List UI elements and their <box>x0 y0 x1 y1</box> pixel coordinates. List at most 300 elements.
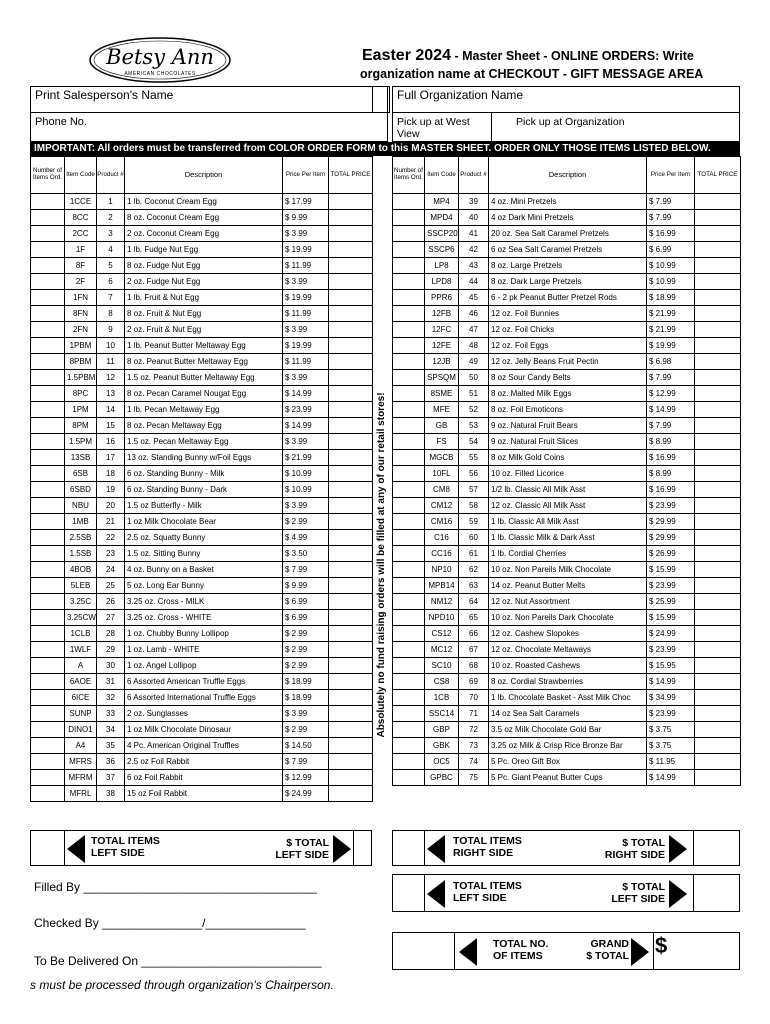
product-number: 5 <box>97 258 125 274</box>
total-price-input[interactable] <box>329 706 373 722</box>
qty-input[interactable] <box>393 194 425 210</box>
qty-input[interactable] <box>393 274 425 290</box>
table-row <box>31 274 373 290</box>
pickup-org-field[interactable] <box>491 112 740 142</box>
qty-input[interactable] <box>393 386 425 402</box>
total-price-input[interactable] <box>329 690 373 706</box>
product-number: 31 <box>97 674 125 690</box>
qty-input[interactable] <box>31 386 65 402</box>
total-price-input[interactable] <box>695 754 741 770</box>
item-description: 12 oz. Nut Assortment <box>489 594 647 610</box>
item-description: 3.25 oz Milk & Crisp Rice Bronze Bar <box>489 738 647 754</box>
qty-input[interactable] <box>31 786 65 802</box>
qty-input[interactable] <box>393 722 425 738</box>
arrow-left-icon <box>427 835 445 863</box>
product-number: 50 <box>459 370 489 386</box>
qty-input[interactable] <box>393 658 425 674</box>
checked-by-line[interactable]: Checked By _______________/_______________ <box>34 916 306 930</box>
left-repeat-dollar-input[interactable] <box>693 875 739 911</box>
qty-input[interactable] <box>31 546 65 562</box>
table-row <box>393 706 741 722</box>
qty-input[interactable] <box>393 546 425 562</box>
table-row <box>393 690 741 706</box>
total-price-input[interactable] <box>329 610 373 626</box>
qty-input[interactable] <box>31 578 65 594</box>
qty-input[interactable] <box>31 434 65 450</box>
qty-input[interactable] <box>31 418 65 434</box>
total-price-input[interactable] <box>329 226 373 242</box>
qty-input[interactable] <box>393 370 425 386</box>
footer-note: s must be processed through organization's Chairperson. <box>30 978 334 992</box>
total-price-input[interactable] <box>695 290 741 306</box>
total-price-input[interactable] <box>329 210 373 226</box>
total-price-input[interactable] <box>329 306 373 322</box>
total-price-input[interactable] <box>329 546 373 562</box>
qty-input[interactable] <box>31 690 65 706</box>
total-price-input[interactable] <box>329 754 373 770</box>
total-price-input[interactable] <box>695 706 741 722</box>
total-price-input[interactable] <box>329 258 373 274</box>
product-number: 48 <box>459 338 489 354</box>
item-code: SPSQM <box>425 370 459 386</box>
vertical-note: Absolutely no fund raising orders will be filled at any of our retail stores! <box>376 392 387 738</box>
total-price-input[interactable] <box>329 450 373 466</box>
page-subtitle: organization name at CHECKOUT - GIFT MESSAGE AREA <box>360 67 704 81</box>
qty-input[interactable] <box>393 626 425 642</box>
total-price-input[interactable] <box>329 674 373 690</box>
qty-input[interactable] <box>31 290 65 306</box>
qty-input[interactable] <box>31 498 65 514</box>
left-repeat-items-input[interactable] <box>393 875 425 911</box>
total-price-input[interactable] <box>329 194 373 210</box>
table-row <box>393 450 741 466</box>
qty-input[interactable] <box>393 210 425 226</box>
item-price: $ 19.99 <box>283 242 329 258</box>
total-price-input[interactable] <box>329 274 373 290</box>
qty-input[interactable] <box>393 770 425 786</box>
total-price-input[interactable] <box>329 530 373 546</box>
total-price-input[interactable] <box>695 370 741 386</box>
total-price-input[interactable] <box>695 258 741 274</box>
table-row <box>393 354 741 370</box>
item-price: $ 16.99 <box>647 450 695 466</box>
qty-input[interactable] <box>31 642 65 658</box>
delivered-on-line[interactable]: To Be Delivered On ___________________________ <box>34 954 322 968</box>
total-no-items-label: TOTAL NO. OF ITEMS <box>493 938 549 963</box>
item-price: $ 2.99 <box>283 642 329 658</box>
total-price-input[interactable] <box>329 242 373 258</box>
qty-input[interactable] <box>393 418 425 434</box>
pickup-west-field[interactable] <box>392 112 492 142</box>
product-number: 6 <box>97 274 125 290</box>
product-number: 25 <box>97 578 125 594</box>
product-number: 18 <box>97 466 125 482</box>
item-description: 1 lb. Fruit & Nut Egg <box>125 290 283 306</box>
item-price: $ 29.99 <box>647 514 695 530</box>
qty-input[interactable] <box>31 738 65 754</box>
item-price: $ 9.99 <box>283 578 329 594</box>
left-dollar-total-input[interactable] <box>353 831 371 865</box>
total-price-input[interactable] <box>329 434 373 450</box>
total-price-input[interactable] <box>329 594 373 610</box>
qty-input[interactable] <box>31 594 65 610</box>
item-code: CM8 <box>425 482 459 498</box>
item-description: 12 oz. Foil Chicks <box>489 322 647 338</box>
product-number: 58 <box>459 498 489 514</box>
qty-input[interactable] <box>31 466 65 482</box>
item-description: 4 oz. Bunny on a Basket <box>125 562 283 578</box>
table-row <box>31 258 373 274</box>
qty-input[interactable] <box>393 434 425 450</box>
item-description: 8 oz. Coconut Cream Egg <box>125 210 283 226</box>
qty-input[interactable] <box>393 338 425 354</box>
qty-input[interactable] <box>31 242 65 258</box>
betsy-ann-logo <box>88 36 232 84</box>
qty-input[interactable] <box>31 770 65 786</box>
total-price-input[interactable] <box>695 530 741 546</box>
product-number: 30 <box>97 658 125 674</box>
qty-input[interactable] <box>31 274 65 290</box>
right-totals-box <box>392 830 740 866</box>
total-price-input[interactable] <box>329 514 373 530</box>
total-price-input[interactable] <box>329 642 373 658</box>
qty-input[interactable] <box>393 290 425 306</box>
product-number: 47 <box>459 322 489 338</box>
total-price-input[interactable] <box>329 290 373 306</box>
total-price-input[interactable] <box>695 306 741 322</box>
qty-input[interactable] <box>31 322 65 338</box>
product-number: 60 <box>459 530 489 546</box>
total-price-input[interactable] <box>695 226 741 242</box>
total-price-input[interactable] <box>329 386 373 402</box>
qty-input[interactable] <box>393 306 425 322</box>
total-price-input[interactable] <box>329 786 373 802</box>
col-item-code: Item Code <box>425 157 459 194</box>
item-description: 12 oz. Foil Eggs <box>489 338 647 354</box>
product-number: 44 <box>459 274 489 290</box>
table-row <box>31 546 373 562</box>
total-price-input[interactable] <box>329 354 373 370</box>
qty-input[interactable] <box>31 754 65 770</box>
total-price-input[interactable] <box>329 626 373 642</box>
item-description: 8 oz Milk Gold Coins <box>489 450 647 466</box>
item-description: 20 oz. Sea Salt Caramel Pretzels <box>489 226 647 242</box>
total-price-input[interactable] <box>329 402 373 418</box>
qty-input[interactable] <box>31 610 65 626</box>
item-code: 2F <box>65 274 97 290</box>
qty-input[interactable] <box>31 450 65 466</box>
table-row <box>393 402 741 418</box>
total-price-input[interactable] <box>695 546 741 562</box>
total-price-input[interactable] <box>695 578 741 594</box>
total-price-input[interactable] <box>329 338 373 354</box>
table-row <box>31 562 373 578</box>
item-code: 13SB <box>65 450 97 466</box>
item-description: 8 oz. Malted Milk Eggs <box>489 386 647 402</box>
qty-input[interactable] <box>393 610 425 626</box>
qty-input[interactable] <box>31 402 65 418</box>
product-number: 49 <box>459 354 489 370</box>
qty-input[interactable] <box>393 258 425 274</box>
qty-input[interactable] <box>393 530 425 546</box>
total-price-input[interactable] <box>329 562 373 578</box>
item-description: 2.5 oz Foil Rabbit <box>125 754 283 770</box>
qty-input[interactable] <box>393 498 425 514</box>
qty-input[interactable] <box>393 354 425 370</box>
arrow-left-icon <box>459 938 477 966</box>
table-row <box>31 242 373 258</box>
left-totals-box <box>30 830 372 866</box>
table-row <box>393 434 741 450</box>
qty-input[interactable] <box>31 306 65 322</box>
item-price: $ 14.99 <box>647 674 695 690</box>
item-description: 1.5 oz. Sitting Bunny <box>125 546 283 562</box>
product-number: 11 <box>97 354 125 370</box>
qty-input[interactable] <box>31 482 65 498</box>
item-description: 1 lb. Coconut Cream Egg <box>125 194 283 210</box>
total-price-input[interactable] <box>695 386 741 402</box>
product-number: 33 <box>97 706 125 722</box>
grand-total-input[interactable] <box>653 933 739 969</box>
total-price-input[interactable] <box>695 738 741 754</box>
table-row <box>393 242 741 258</box>
product-number: 61 <box>459 546 489 562</box>
table-row <box>393 738 741 754</box>
total-price-input[interactable] <box>329 578 373 594</box>
total-price-input[interactable] <box>329 466 373 482</box>
product-number: 71 <box>459 706 489 722</box>
table-row <box>31 626 373 642</box>
total-price-input[interactable] <box>695 674 741 690</box>
table-row <box>31 722 373 738</box>
table-row <box>31 658 373 674</box>
qty-input[interactable] <box>31 210 65 226</box>
total-price-input[interactable] <box>695 210 741 226</box>
total-price-input[interactable] <box>695 466 741 482</box>
divider-box <box>372 86 390 113</box>
product-number: 56 <box>459 466 489 482</box>
item-price: $ 18.99 <box>647 290 695 306</box>
item-price: $ 21.99 <box>283 450 329 466</box>
qty-input[interactable] <box>393 578 425 594</box>
total-price-input[interactable] <box>695 274 741 290</box>
table-row <box>31 402 373 418</box>
qty-input[interactable] <box>393 242 425 258</box>
item-description: 8 oz. Cordial Strawberries <box>489 674 647 690</box>
right-dollar-total-label: $ TOTAL RIGHT SIDE <box>604 837 665 862</box>
item-code: 6SB <box>65 466 97 482</box>
total-price-input[interactable] <box>695 722 741 738</box>
total-price-input[interactable] <box>695 610 741 626</box>
qty-input[interactable] <box>393 754 425 770</box>
item-code: 6AOE <box>65 674 97 690</box>
product-number: 12 <box>97 370 125 386</box>
total-price-input[interactable] <box>695 626 741 642</box>
total-price-input[interactable] <box>695 242 741 258</box>
total-price-input[interactable] <box>329 770 373 786</box>
total-price-input[interactable] <box>695 642 741 658</box>
qty-input[interactable] <box>31 338 65 354</box>
item-price: $ 3.99 <box>283 498 329 514</box>
table-row <box>393 418 741 434</box>
qty-input[interactable] <box>393 562 425 578</box>
item-description: 8 oz. Peanut Butter Meltaway Egg <box>125 354 283 370</box>
item-description: 5 Pc. Giant Peanut Butter Cups <box>489 770 647 786</box>
total-price-input[interactable] <box>695 594 741 610</box>
item-price: $ 12.99 <box>647 386 695 402</box>
product-number: 27 <box>97 610 125 626</box>
table-row <box>31 338 373 354</box>
table-row <box>31 498 373 514</box>
item-code: MFRS <box>65 754 97 770</box>
total-no-items-input[interactable] <box>393 933 455 969</box>
left-total-items-input[interactable] <box>31 831 65 865</box>
item-description: 1 oz. Angel Lollipop <box>125 658 283 674</box>
item-code: 8SME <box>425 386 459 402</box>
total-price-input[interactable] <box>695 418 741 434</box>
item-code: MFRL <box>65 786 97 802</box>
qty-input[interactable] <box>393 482 425 498</box>
item-description: 1 oz Milk Chocolate Dinosaur <box>125 722 283 738</box>
total-price-input[interactable] <box>695 562 741 578</box>
total-price-input[interactable] <box>329 658 373 674</box>
qty-input[interactable] <box>31 674 65 690</box>
item-price: $ 3.99 <box>283 322 329 338</box>
item-description: 8 oz. Fruit & Nut Egg <box>125 306 283 322</box>
table-row <box>31 642 373 658</box>
qty-input[interactable] <box>31 370 65 386</box>
filled-by-line[interactable]: Filled By ___________________________________ <box>34 880 317 894</box>
item-code: GPBC <box>425 770 459 786</box>
total-price-input[interactable] <box>329 482 373 498</box>
item-description: 6 Assorted International Truffle Eggs <box>125 690 283 706</box>
col-num-items: Number of Items Ord. <box>31 157 65 194</box>
total-price-input[interactable] <box>329 418 373 434</box>
qty-input[interactable] <box>31 354 65 370</box>
item-description: 6 oz Sea Salt Caramel Pretzels <box>489 242 647 258</box>
item-code: 10FL <box>425 466 459 482</box>
item-price: $ 10.99 <box>647 258 695 274</box>
total-price-input[interactable] <box>329 322 373 338</box>
title-rest: - Master Sheet - ONLINE ORDERS: Write <box>450 49 694 63</box>
qty-input[interactable] <box>31 514 65 530</box>
qty-input[interactable] <box>31 194 65 210</box>
qty-input[interactable] <box>393 594 425 610</box>
total-price-input[interactable] <box>695 194 741 210</box>
col-total: TOTAL PRICE <box>329 157 373 194</box>
product-number: 32 <box>97 690 125 706</box>
qty-input[interactable] <box>393 450 425 466</box>
total-price-input[interactable] <box>695 498 741 514</box>
qty-input[interactable] <box>31 706 65 722</box>
total-price-input[interactable] <box>695 482 741 498</box>
qty-input[interactable] <box>31 626 65 642</box>
item-code: SSCP20 <box>425 226 459 242</box>
qty-input[interactable] <box>393 514 425 530</box>
salesperson-field[interactable] <box>30 86 388 113</box>
qty-input[interactable] <box>31 530 65 546</box>
qty-input[interactable] <box>31 658 65 674</box>
qty-input[interactable] <box>393 690 425 706</box>
item-code: 3.25C <box>65 594 97 610</box>
total-price-input[interactable] <box>329 370 373 386</box>
product-number: 59 <box>459 514 489 530</box>
item-price: $ 23.99 <box>647 578 695 594</box>
table-row <box>393 770 741 786</box>
table-row <box>31 674 373 690</box>
total-price-input[interactable] <box>329 722 373 738</box>
qty-input[interactable] <box>31 226 65 242</box>
item-code: 2FN <box>65 322 97 338</box>
qty-input[interactable] <box>393 706 425 722</box>
phone-field[interactable] <box>30 112 388 142</box>
item-price: $ 19.99 <box>283 338 329 354</box>
right-total-items-input[interactable] <box>393 831 425 865</box>
item-code: OC5 <box>425 754 459 770</box>
qty-input[interactable] <box>31 562 65 578</box>
col-price: Price Per Item <box>283 157 329 194</box>
item-description: 15 oz Foil Rabbit <box>125 786 283 802</box>
total-price-input[interactable] <box>695 354 741 370</box>
item-description: 1 lb. Peanut Butter Meltaway Egg <box>125 338 283 354</box>
total-price-input[interactable] <box>695 658 741 674</box>
qty-input[interactable] <box>31 258 65 274</box>
important-banner: IMPORTANT: All orders must be transferred from COLOR ORDER FORM to this MASTER SHEET. ORDER ONLY THOSE ITEMS LISTED BELOW. <box>30 142 740 156</box>
organization-field[interactable] <box>392 86 740 113</box>
total-price-input[interactable] <box>695 434 741 450</box>
product-number: 62 <box>459 562 489 578</box>
qty-input[interactable] <box>393 402 425 418</box>
total-price-input[interactable] <box>695 690 741 706</box>
total-price-input[interactable] <box>695 450 741 466</box>
total-price-input[interactable] <box>695 338 741 354</box>
total-price-input[interactable] <box>695 402 741 418</box>
qty-input[interactable] <box>393 674 425 690</box>
table-row <box>393 290 741 306</box>
qty-input[interactable] <box>393 642 425 658</box>
qty-input[interactable] <box>31 722 65 738</box>
item-code: SSC14 <box>425 706 459 722</box>
total-price-input[interactable] <box>695 514 741 530</box>
qty-input[interactable] <box>393 466 425 482</box>
total-price-input[interactable] <box>695 770 741 786</box>
total-price-input[interactable] <box>329 498 373 514</box>
arrow-right-icon <box>333 835 351 863</box>
qty-input[interactable] <box>393 322 425 338</box>
product-number: 2 <box>97 210 125 226</box>
item-code: SSCP6 <box>425 242 459 258</box>
item-description: 1 lb. Classic Milk & Dark Asst <box>489 530 647 546</box>
qty-input[interactable] <box>393 226 425 242</box>
item-code: 3.25CW <box>65 610 97 626</box>
item-code: 1CCE <box>65 194 97 210</box>
item-description: 4 oz. Mini Pretzels <box>489 194 647 210</box>
item-code: 8F <box>65 258 97 274</box>
table-row <box>393 514 741 530</box>
item-code: MPD4 <box>425 210 459 226</box>
total-price-input[interactable] <box>329 738 373 754</box>
total-price-input[interactable] <box>695 322 741 338</box>
item-code: FS <box>425 434 459 450</box>
qty-input[interactable] <box>393 738 425 754</box>
right-dollar-total-input[interactable] <box>693 831 739 865</box>
item-description: 6 oz. Standing Bunny - Dark <box>125 482 283 498</box>
item-price: $ 29.99 <box>647 530 695 546</box>
item-price: $ 15.95 <box>647 658 695 674</box>
item-code: CS12 <box>425 626 459 642</box>
item-price: $ 9.99 <box>283 210 329 226</box>
item-price: $ 23.99 <box>283 402 329 418</box>
